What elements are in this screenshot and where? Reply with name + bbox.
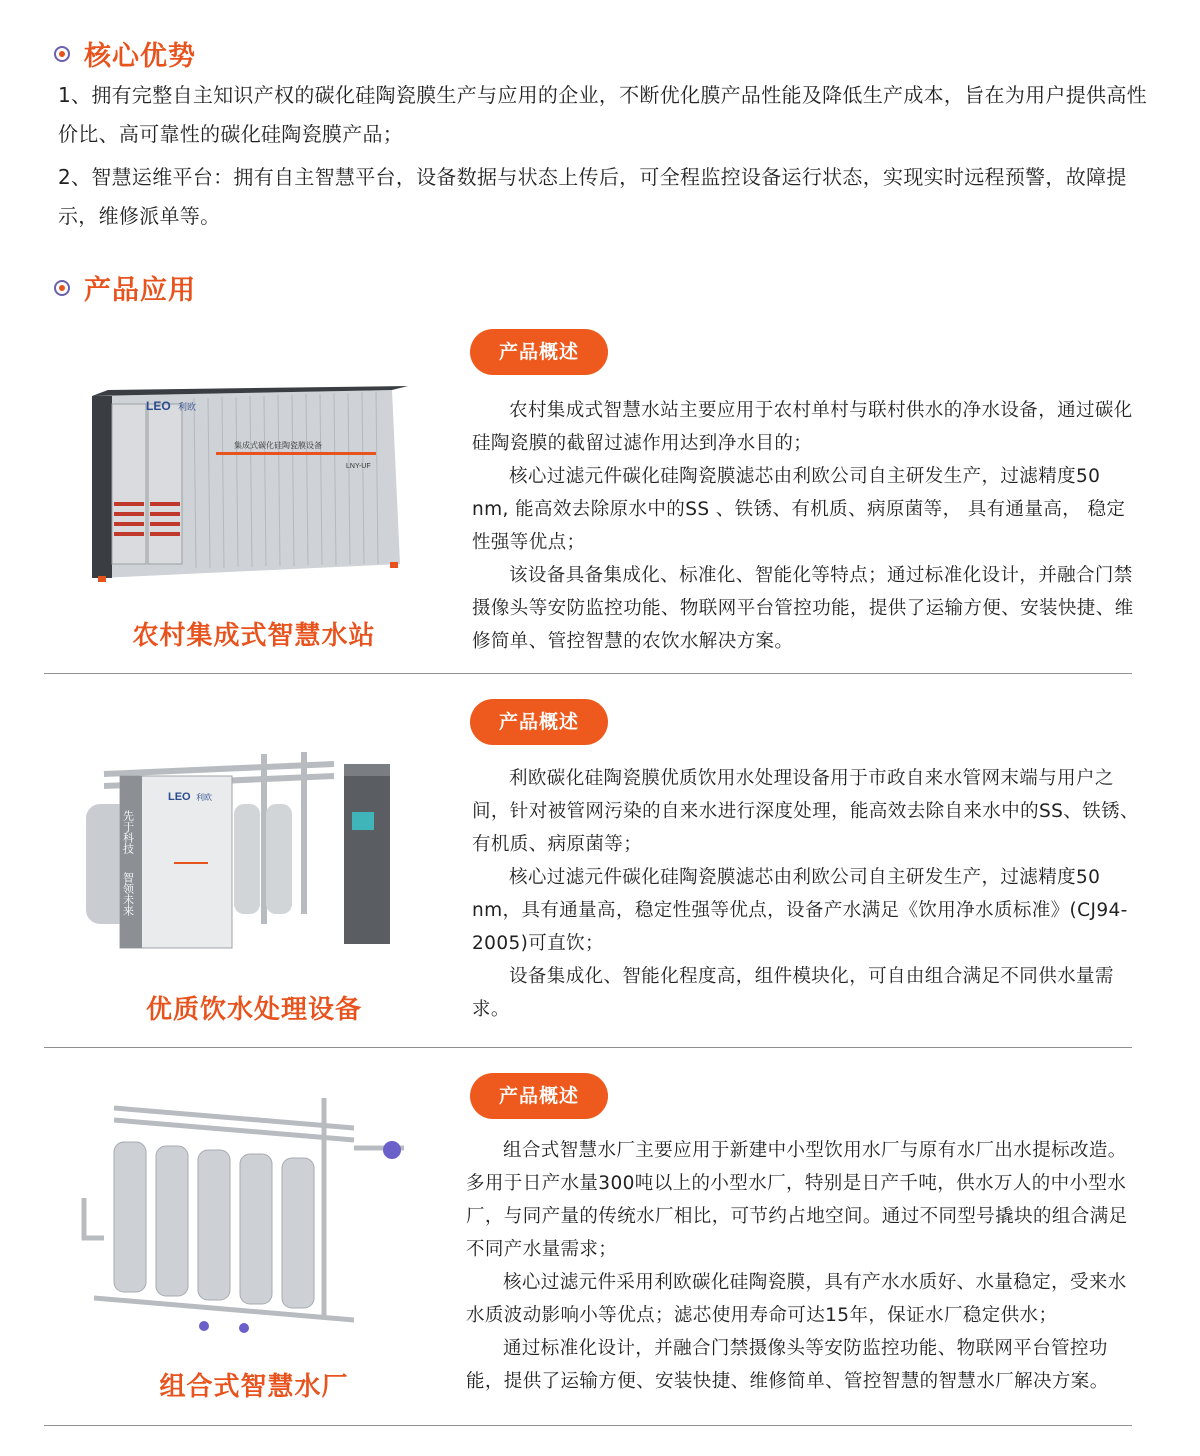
product-card-rural-station [44,320,1132,674]
description-paragraph: 利欧碳化硅陶瓷膜优质饮用水处理设备用于市政自来水管网末端与用户之间，针对被管网污染的自来水进行深度处理，能高效去除自来水中的SS、铁锈、有机质、病原菌等； [472,768,1139,855]
rural-station-image [74,382,414,596]
leo-logo-cn-text: 利欧 [178,403,197,413]
target-bullet-icon [54,46,70,62]
overview-pill: 产品概述 [470,1073,608,1119]
product-name: 优质饮水处理设备 [145,995,362,1025]
description-paragraph: 核心过滤元件碳化硅陶瓷膜滤芯由利欧公司自主研发生产，过滤精度50 nm, 能高效去除原水中的SS 、铁锈、有机质、病原菌等， 具有通量高， 稳定性强等优点； [472,466,1126,553]
advantages-title: 核心优势 [84,41,196,72]
description-paragraph: 组合式智慧水厂主要应用于新建中小型饮用水厂与原有水厂出水提标改造。多用于日产水量300吨以上的小型水厂，特别是日产千吨，供水万人的中小型水厂，与同产量的传统水厂相比，可节约占地空间。通过不同型号撬块的组合满足不同产水量需求； [466,1140,1128,1260]
product-description [466,1134,1142,1398]
target-bullet-icon [54,280,70,296]
description-paragraph: 核心过滤元件碳化硅陶瓷膜滤芯由利欧公司自主研发生产，过滤精度50 nm，具有通量高，稳定性强等优点，设备产水满足《饮用净水质标准》(CJ94-2005)可直饮； [472,867,1128,954]
description-paragraph: 核心过滤元件采用利欧碳化硅陶瓷膜，具有产水水质好、水量稳定，受来水水质波动影响小等优点；滤芯使用寿命可达15年，保证水厂稳定供水； [466,1272,1127,1326]
overview-pill: 产品概述 [470,329,608,375]
description-paragraph: 通过标准化设计，并融合门禁摄像头等安防监控功能、物联网平台管控功能，提供了运输方便、安装快捷、维修简单、管控智慧的智慧水厂解决方案。 [466,1338,1109,1392]
advantage-item-1: 1、拥有完整自主知识产权的碳化硅陶瓷膜生产与应用的企业，不断优化膜产品性能及降低生产成本，旨在为用户提供高性价比、高可靠性的碳化硅陶瓷膜产品； [58,83,1147,146]
product-card-modular-plant [44,1048,1132,1426]
advantage-item-2: 2、智慧运维平台：拥有自主智慧平台，设备数据与状态上传后，可全程监控设备运行状态，实现实时远程预警，故障提示，维修派单等。 [58,165,1127,228]
overview-pill: 产品概述 [470,699,608,745]
leo-logo-cn-text: 利欧 [196,793,212,802]
product-name: 农村集成式智慧水站 [132,621,376,651]
description-paragraph: 农村集成式智慧水站主要应用于农村单村与联村供水的净水设备，通过碳化硅陶瓷膜的截留过滤作用达到净水目的； [472,400,1133,454]
applications-title: 产品应用 [84,275,196,306]
leo-logo-text: LEO [146,399,171,413]
modular-plant-image [74,1088,414,1338]
slogan-right-text: 智领未来 [121,872,135,916]
product-description [472,394,1142,658]
leo-logo-text: LEO [168,791,191,803]
product-card-drinking-water [44,674,1139,1048]
description-paragraph: 设备集成化、智能化程度高，组件模块化，可自由组合满足不同供水量需求。 [472,966,1114,1020]
drinking-water-equipment-image [74,734,414,964]
slogan-left-text: 先于科技 [121,810,135,854]
model-text: LNY-UF [346,463,371,470]
description-paragraph: 该设备具备集成化、标准化、智能化等特点；通过标准化设计，并融合门禁摄像头等安防监控功能、物联网平台管控功能，提供了运输方便、安装快捷、维修简单、管控智慧的农饮水解决方案。 [472,565,1134,652]
product-description [472,762,1142,1026]
product-name: 组合式智慧水厂 [159,1372,349,1402]
applications-heading [54,268,196,307]
panel-label-text: 集成式碳化硅陶瓷膜设备 [234,441,322,450]
advantages-heading [54,34,196,73]
